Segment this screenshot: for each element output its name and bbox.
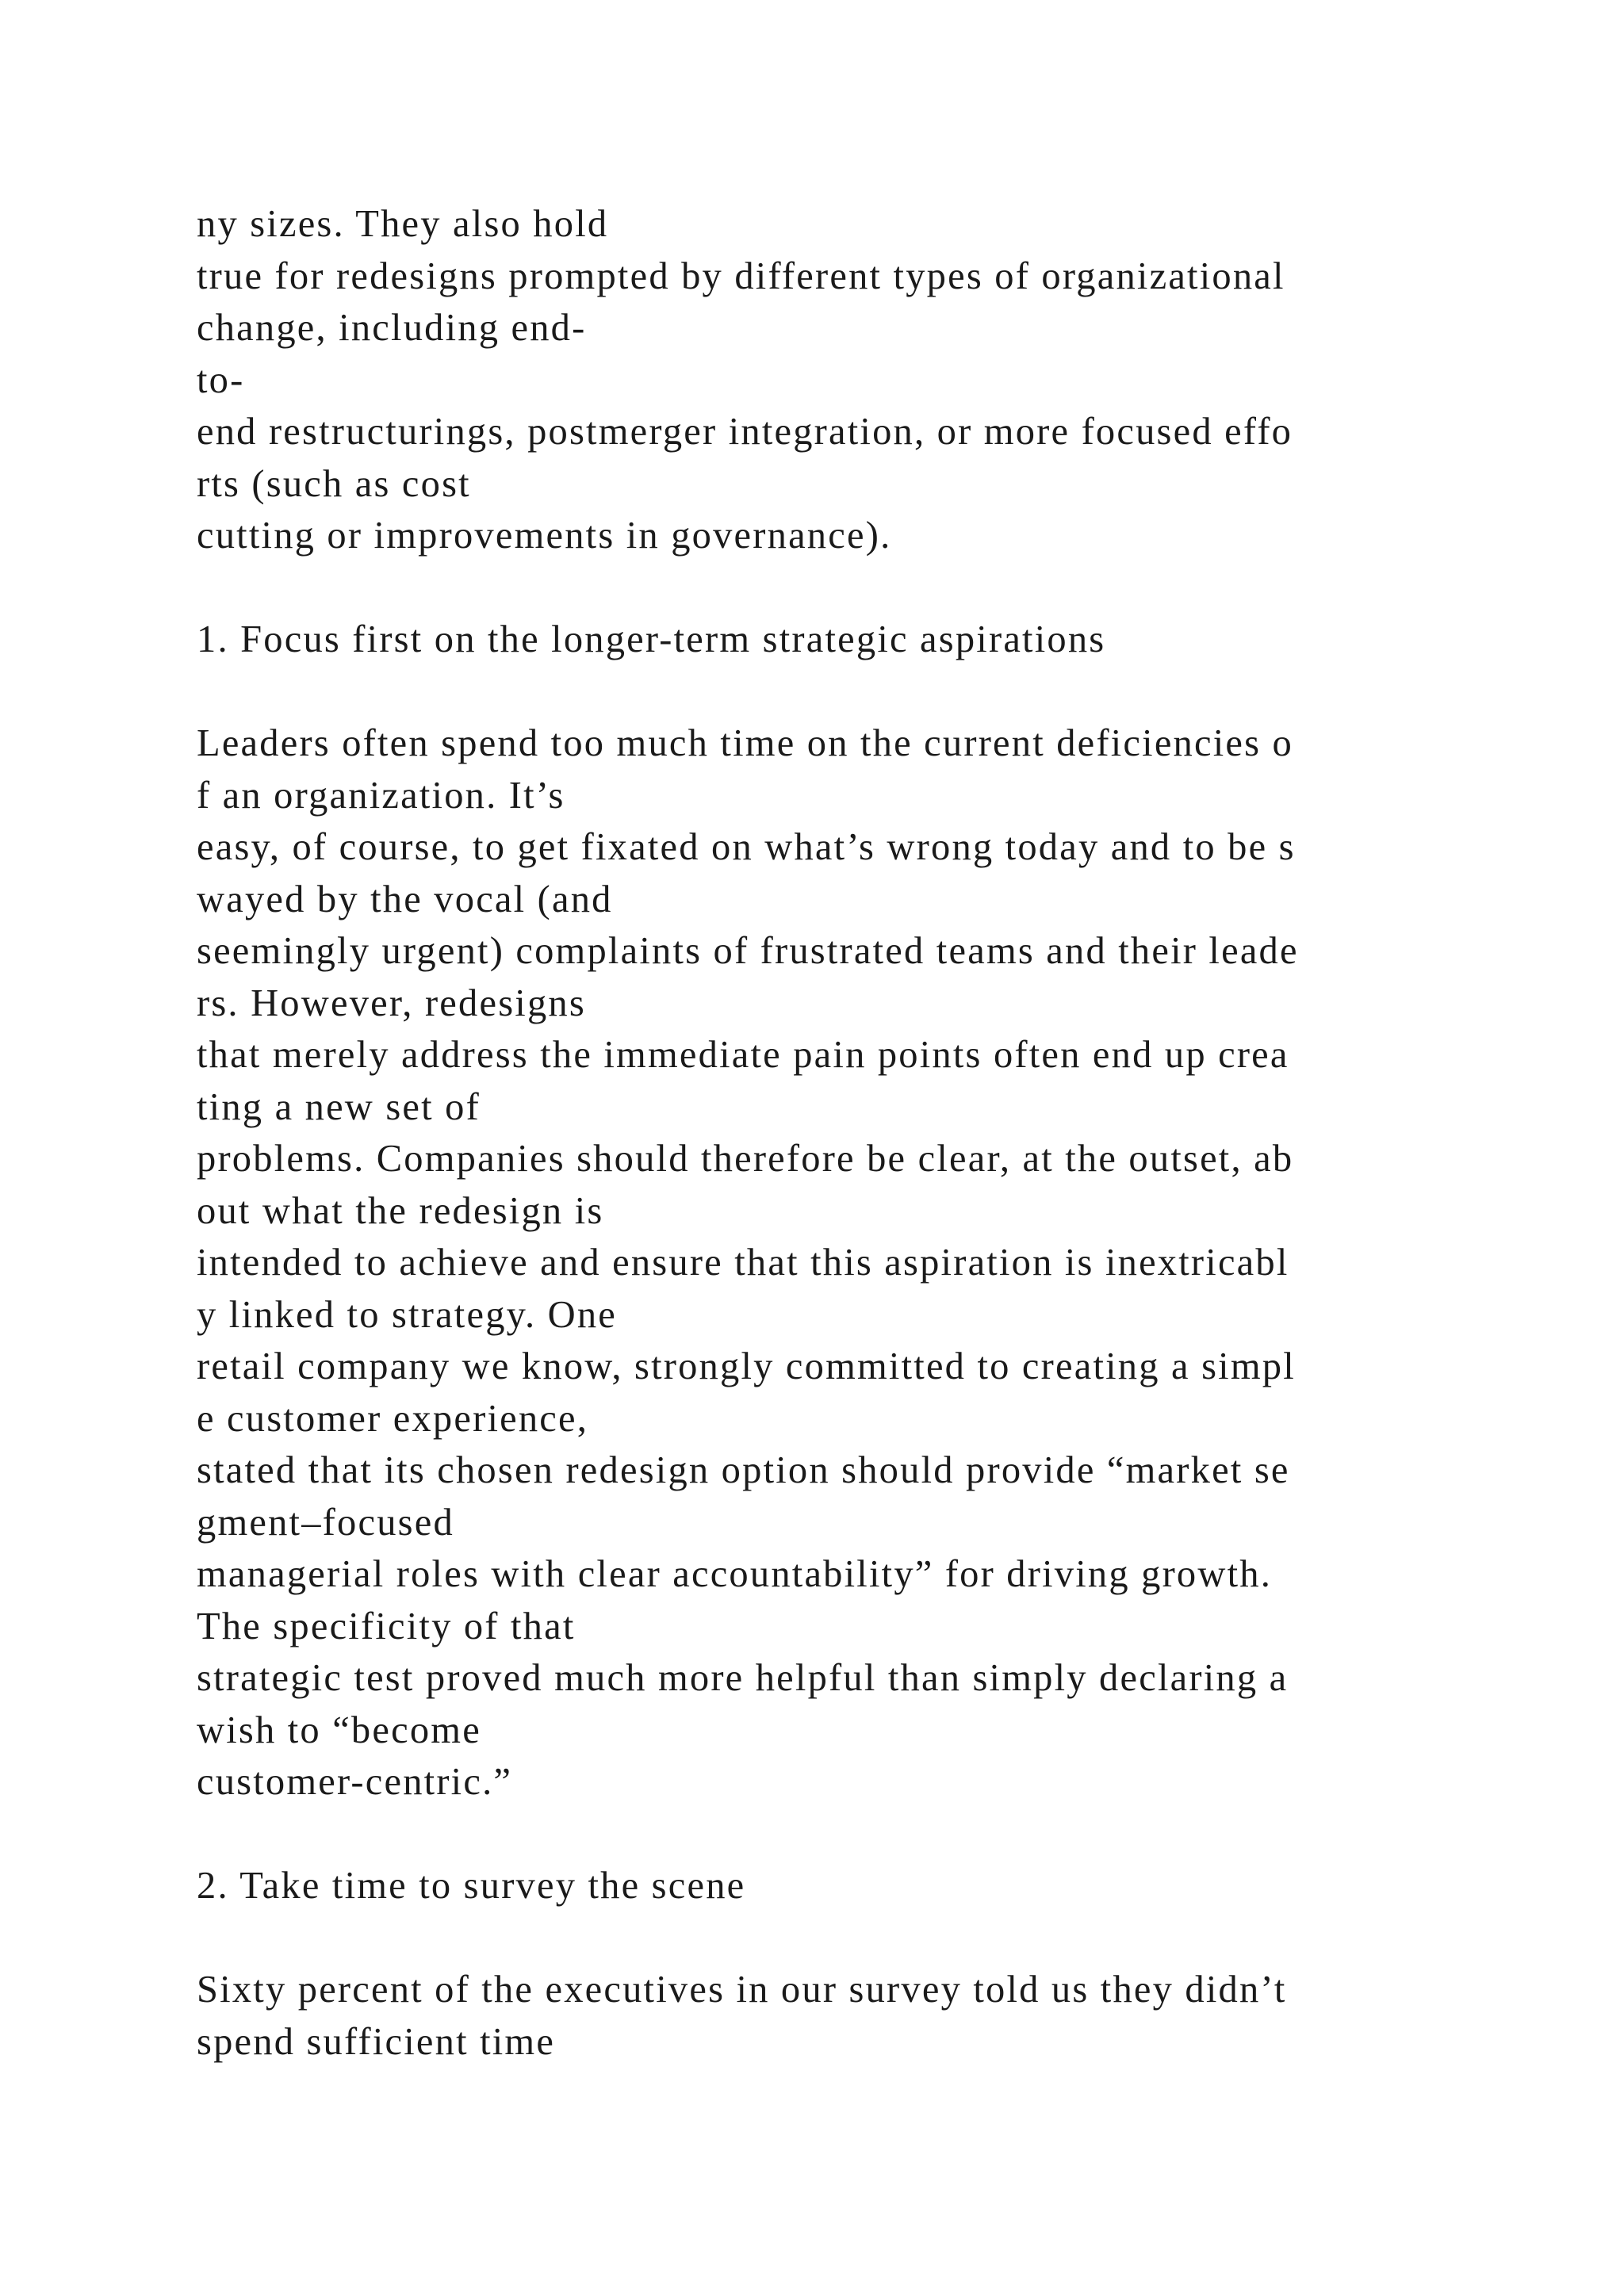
text-line: easy, of course, to get fixated on what’s wrong today and to be s [197, 826, 1296, 868]
text-line: problems. Companies should therefore be clear, at the outset, ab [197, 1138, 1294, 1180]
text-line: wayed by the vocal (and [197, 878, 613, 920]
text-line: Leaders often spend too much time on the current deficiencies o [197, 722, 1293, 764]
text-line: y linked to strategy. One [197, 1293, 618, 1336]
blank-line [197, 562, 1545, 614]
text-line: stated that its chosen redesign option should provide “market se [197, 1449, 1290, 1491]
text-line: ny sizes. They also hold [197, 203, 609, 245]
text-line: The specificity of that [197, 1605, 576, 1647]
text-line: managerial roles with clear accountability” for driving growth. [197, 1553, 1273, 1595]
text-line: rs. However, redesigns [197, 982, 586, 1024]
text-line: seemingly urgent) complaints of frustrated teams and their leade [197, 930, 1299, 972]
text-line: change, including end- [197, 307, 587, 349]
text-line: ting a new set of [197, 1085, 481, 1128]
text-line: strategic test proved much more helpful than simply declaring a [197, 1657, 1289, 1699]
blank-line [197, 666, 1545, 718]
text-line: wish to “become [197, 1709, 481, 1751]
text-line: spend sufficient time [197, 2020, 556, 2063]
text-line: retail company we know, strongly committed to creating a simpl [197, 1345, 1296, 1387]
text-line: out what the redesign is [197, 1189, 604, 1232]
text-line: cutting or improvements in governance). [197, 515, 892, 557]
text-line: gment–focused [197, 1501, 454, 1544]
text-line: end restructurings, postmerger integration, or more focused effo [197, 411, 1293, 453]
text-line: e customer experience, [197, 1397, 589, 1440]
text-line: true for redesigns prompted by different types of organizational [197, 254, 1285, 297]
section-heading: 1. Focus first on the longer-term strategic aspirations [197, 618, 1106, 660]
text-line: Sixty percent of the executives in our survey told us they didn’t [197, 1969, 1287, 2011]
text-line: f an organization. It’s [197, 774, 565, 817]
document-body [197, 198, 1545, 2068]
text-line: to- [197, 358, 245, 401]
section-heading: 2. Take time to survey the scene [197, 1865, 746, 1907]
blank-line [197, 1808, 1545, 1861]
text-line: customer-centric.” [197, 1761, 513, 1803]
text-line: intended to achieve and ensure that this aspiration is inextricabl [197, 1242, 1289, 1284]
text-line: that merely address the immediate pain points often end up crea [197, 1034, 1289, 1076]
blank-line [197, 1912, 1545, 1965]
text-line: rts (such as cost [197, 462, 471, 505]
